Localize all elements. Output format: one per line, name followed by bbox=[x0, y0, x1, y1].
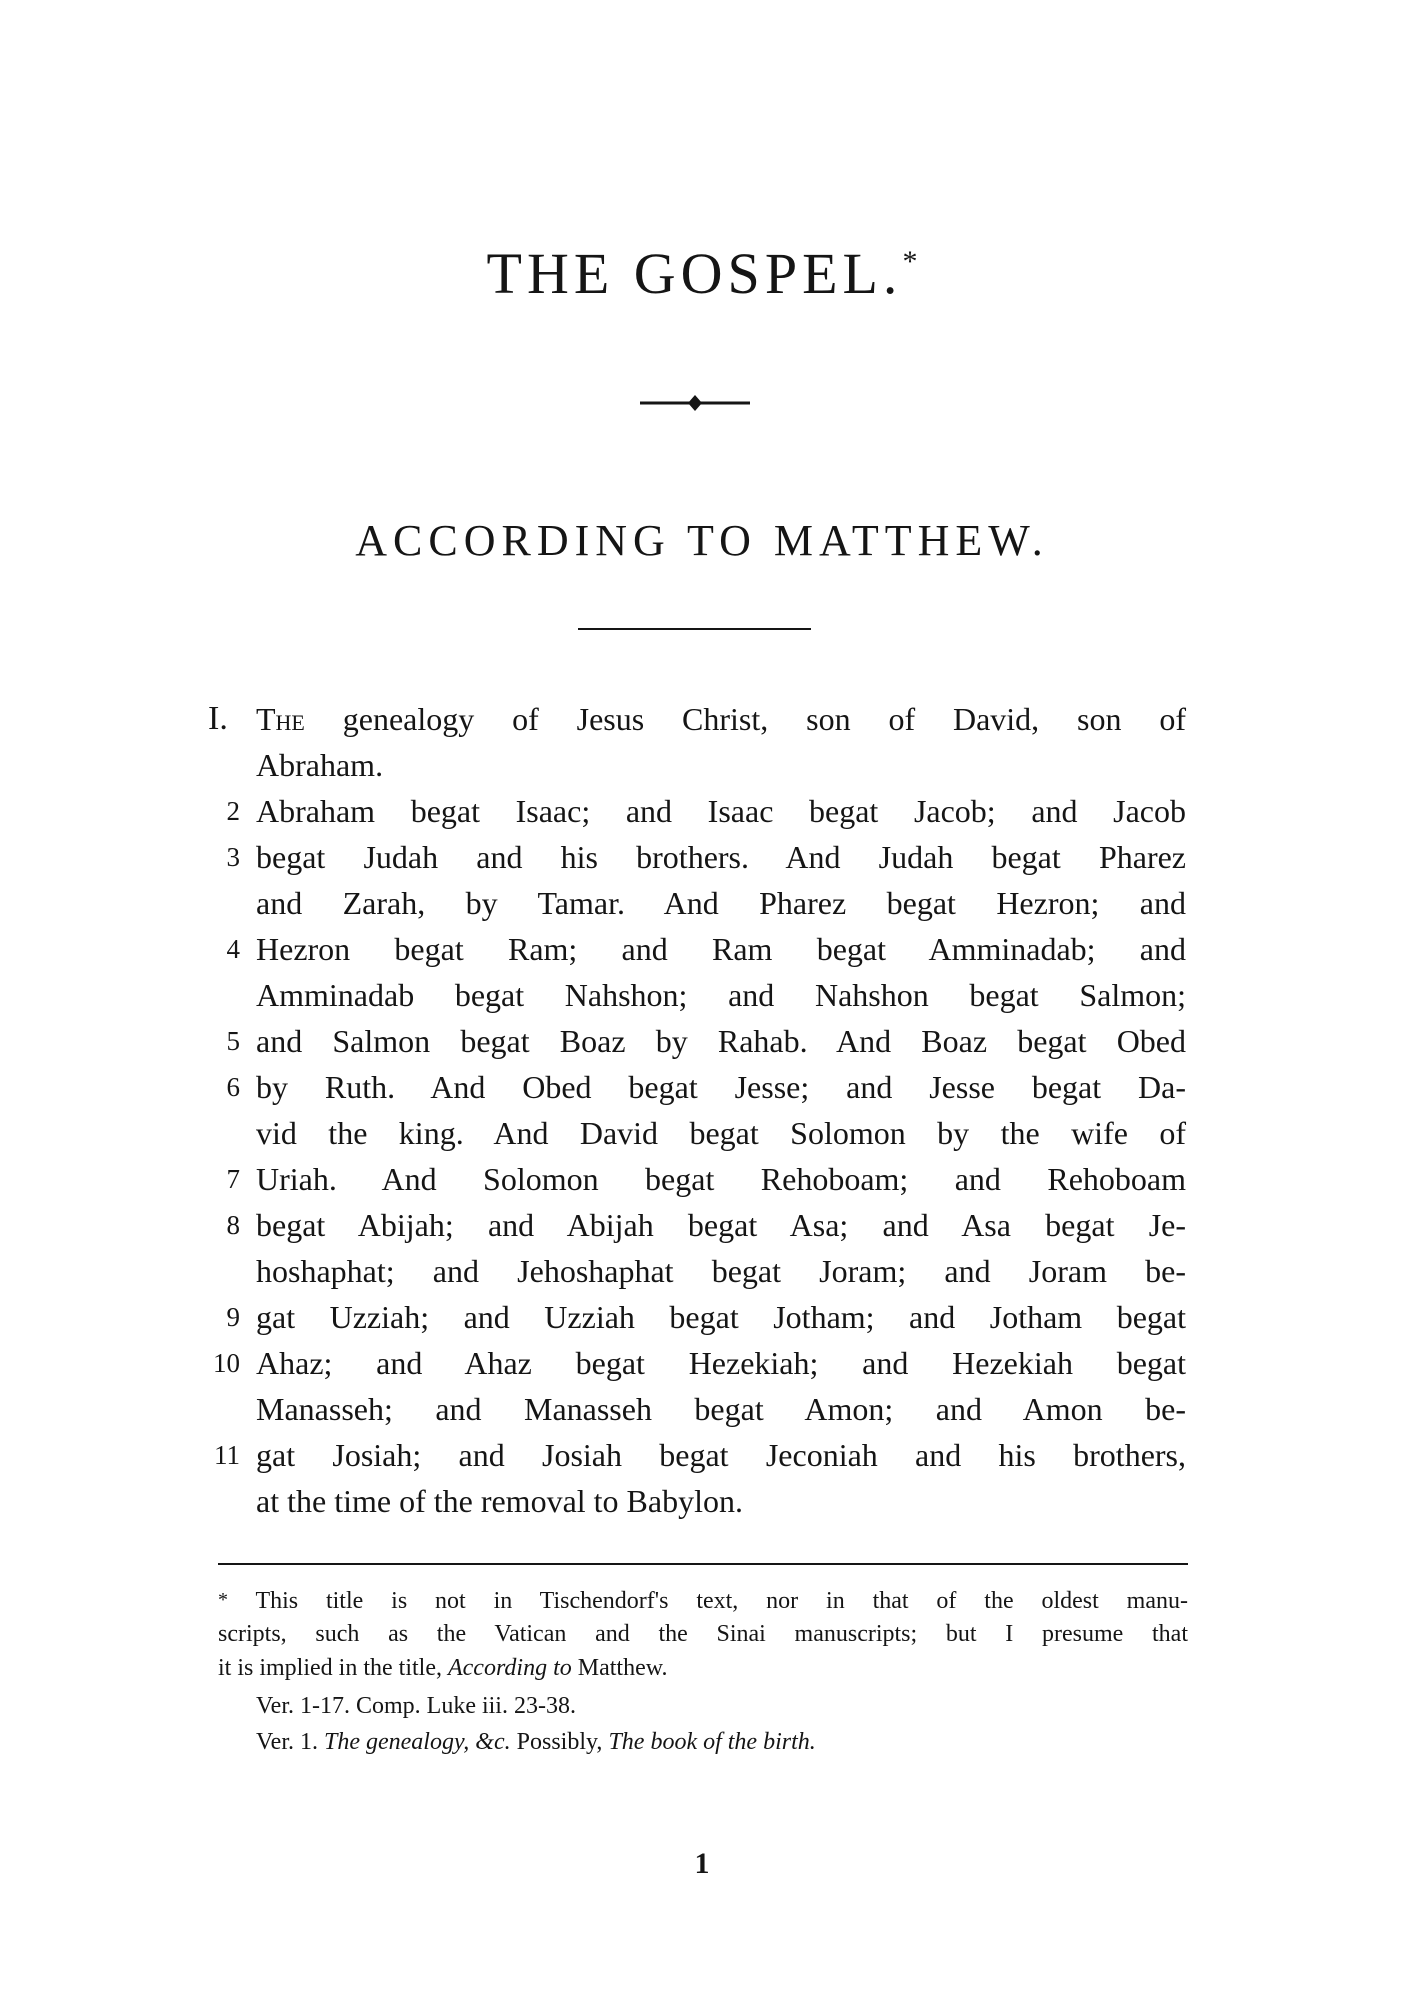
chapter-number: I. bbox=[208, 700, 228, 737]
verse-line bbox=[0, 1064, 1404, 1110]
title-footnote-marker: * bbox=[902, 245, 918, 278]
footnote-divider-rule bbox=[218, 1563, 1188, 1565]
verse-number: 4 bbox=[226, 934, 240, 964]
short-divider-rule bbox=[578, 628, 811, 630]
verse-line bbox=[0, 1340, 1404, 1386]
verse-text: Manasseh; and Manasseh begat Amon; and Amon be- bbox=[256, 1391, 1186, 1427]
footnote-text: it is implied in the title, bbox=[218, 1655, 442, 1681]
verse-number: 3 bbox=[226, 842, 240, 872]
verse-line bbox=[0, 880, 1404, 926]
verse-line bbox=[0, 1156, 1404, 1202]
verse-text: vid the king. And David begat Solomon by the wife of bbox=[256, 1115, 1186, 1151]
verse-text: Hezron begat Ram; and Ram begat Amminadab; and bbox=[256, 931, 1186, 967]
verse-text: Ahaz; and Ahaz begat Hezekiah; and Hezekiah begat bbox=[256, 1345, 1186, 1381]
title-text: THE GOSPEL. bbox=[486, 241, 903, 306]
verse-line bbox=[0, 1294, 1404, 1340]
ornament-divider-icon bbox=[640, 393, 750, 413]
verse-line bbox=[0, 696, 1404, 742]
footnote-line bbox=[218, 1583, 1188, 1617]
verse-text: Abraham begat Isaac; and Isaac begat Jacob; and Jacob bbox=[256, 793, 1186, 829]
footnote-line bbox=[218, 1651, 668, 1685]
verse-number: 2 bbox=[226, 796, 240, 826]
footnote-marker: * bbox=[218, 1589, 228, 1611]
verse-text: gat Josiah; and Josiah begat Jeconiah and his brothers, bbox=[256, 1437, 1186, 1473]
reference-label: Ver. 1. bbox=[256, 1729, 318, 1755]
verse-number: 8 bbox=[226, 1210, 240, 1240]
verse-reference-note: Ver. 1-17. Comp. Luke iii. 23-38. bbox=[256, 1693, 576, 1719]
verse-text: Amminadab begat Nahshon; and Nahshon begat Salmon; bbox=[256, 977, 1186, 1013]
page-title bbox=[0, 240, 1404, 307]
verse-number: 5 bbox=[226, 1026, 240, 1056]
verse-line bbox=[0, 1110, 1404, 1156]
reference-italic: The genealogy, &c. bbox=[324, 1729, 511, 1755]
verse-text bbox=[256, 696, 1186, 742]
verse-number: 9 bbox=[226, 1302, 240, 1332]
verse-text: at the time of the removal to Babylon. bbox=[256, 1483, 743, 1519]
verse-line bbox=[0, 972, 1404, 1018]
footnote-italic: According to bbox=[447, 1655, 572, 1681]
reference-text: Possibly, bbox=[516, 1729, 603, 1755]
book-subtitle: ACCORDING TO MATTHEW. bbox=[355, 516, 1049, 565]
verse-lead-word: The bbox=[256, 701, 305, 737]
verse-line bbox=[0, 1248, 1404, 1294]
verse-text: and Salmon begat Boaz by Rahab. And Boaz begat Obed bbox=[256, 1023, 1186, 1059]
verse-text: and Zarah, by Tamar. And Pharez begat Hezron; and bbox=[256, 885, 1186, 921]
verse-line bbox=[0, 742, 1404, 788]
footnote-line: scripts, such as the Vatican and the Sinai manuscripts; but I presume that bbox=[218, 1621, 1188, 1647]
verse-text: Uriah. And Solomon begat Rehoboam; and Rehoboam bbox=[256, 1161, 1186, 1197]
footnote-text: Matthew. bbox=[577, 1655, 668, 1681]
verse-line bbox=[0, 1478, 1404, 1524]
footnote-text: This title is not in Tischendorf's text, nor in that of the oldest manu- bbox=[255, 1588, 1188, 1614]
verse-text: Abraham. bbox=[256, 747, 384, 783]
verse-line bbox=[0, 1386, 1404, 1432]
verse-line bbox=[0, 1432, 1404, 1478]
verse-text-rest: genealogy of Jesus Christ, son of David, son of bbox=[304, 701, 1186, 737]
verse-line bbox=[0, 1202, 1404, 1248]
verse-line bbox=[0, 788, 1404, 834]
verse-text: hoshaphat; and Jehoshaphat begat Joram; and Joram be- bbox=[256, 1253, 1186, 1289]
verse-number: 7 bbox=[226, 1164, 240, 1194]
verse-text: by Ruth. And Obed begat Jesse; and Jesse begat Da- bbox=[256, 1069, 1186, 1105]
reference-italic: The book of the birth. bbox=[608, 1729, 816, 1755]
verse-text: gat Uzziah; and Uzziah begat Jotham; and Jotham begat bbox=[256, 1299, 1186, 1335]
verse-reference-note bbox=[256, 1725, 816, 1759]
verse-line bbox=[0, 926, 1404, 972]
verse-number: 6 bbox=[226, 1072, 240, 1102]
verse-number: 10 bbox=[213, 1348, 240, 1378]
verse-number: 11 bbox=[214, 1440, 240, 1470]
verse-line bbox=[0, 834, 1404, 880]
page-number: 1 bbox=[694, 1847, 710, 1880]
verse-line bbox=[0, 1018, 1404, 1064]
verse-text: begat Judah and his brothers. And Judah begat Pharez bbox=[256, 839, 1186, 875]
verse-text: begat Abijah; and Abijah begat Asa; and Asa begat Je- bbox=[256, 1207, 1186, 1243]
